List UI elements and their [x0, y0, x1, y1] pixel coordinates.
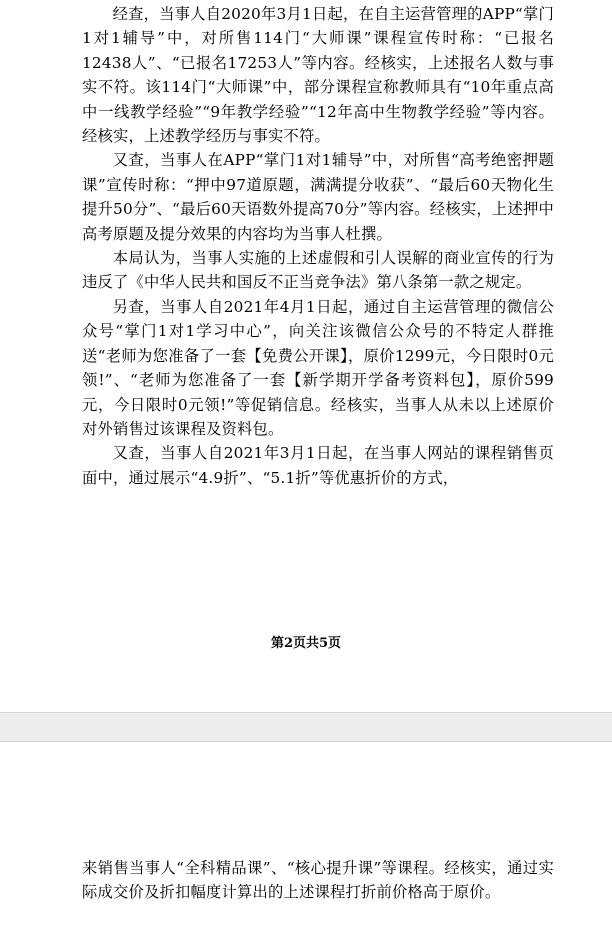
paragraph-3: 本局认为，当事人实施的上述虚假和引人误解的商业宣传的行为违反了《中华人民共和国反不正当竞争法》第八条第一款之规定。: [82, 249, 554, 292]
paragraph-5: 又查，当事人自2021年3月1日起，在当事人网站的课程销售页面中，通过展示“4.9折”、“5.1折”等优惠折价的方式，: [82, 444, 554, 487]
page-number-footer: 第2页共5页: [270, 636, 342, 651]
document-page-3: [0, 742, 612, 936]
page-body-text: [82, 856, 554, 905]
paragraph-2: 又查，当事人在APP“掌门1对1辅导”中，对所售“高考绝密押题课”宣传时称：“押中97道原题，满满提分收获”、“最后60天物化生提升50分”、“最后60天语数外提高70分”等内容。经核实，上述押中高考原题及提分效果的内容均为当事人杜撰。: [82, 151, 554, 243]
page-body-text: [82, 2, 554, 490]
paragraph-continued: 来销售当事人“全科精品课”、“核心提升课”等课程。经核实，通过实际成交价及折扣幅度计算出的上述课程打折前价格高于原价。: [82, 859, 554, 902]
paragraph-4: 另查，当事人自2021年4月1日起，通过自主运营管理的微信公众号“掌门1对1学习中心”，向关注该微信公众号的不特定人群推送“老师为您准备了一套【免费公开课】，原价1299元，今日限时0元领!”、“老师为您准备了一套【新学期开学备考资料包】，原价599元，今日限时0元领!”等促销信息。经核实，当事人从未以上述原价对外销售过该课程及资料包。: [82, 297, 554, 438]
paragraph-1: 经查，当事人自2020年3月1日起，在自主运营管理的APP“掌门1对1辅导”中，对所售114门“大师课”课程宣传时称：“已报名12438人”、“已报名17253人”等内容。经核实，上述报名人数与事实不符。该114门“大师课”中，部分课程宣称教师具有“10年重点高中一线教学经验”“9年教学经验”“12年高中生物教学经验”等内容。经核实，上述教学经历与事实不符。: [82, 5, 554, 146]
page-separator: [0, 712, 612, 742]
